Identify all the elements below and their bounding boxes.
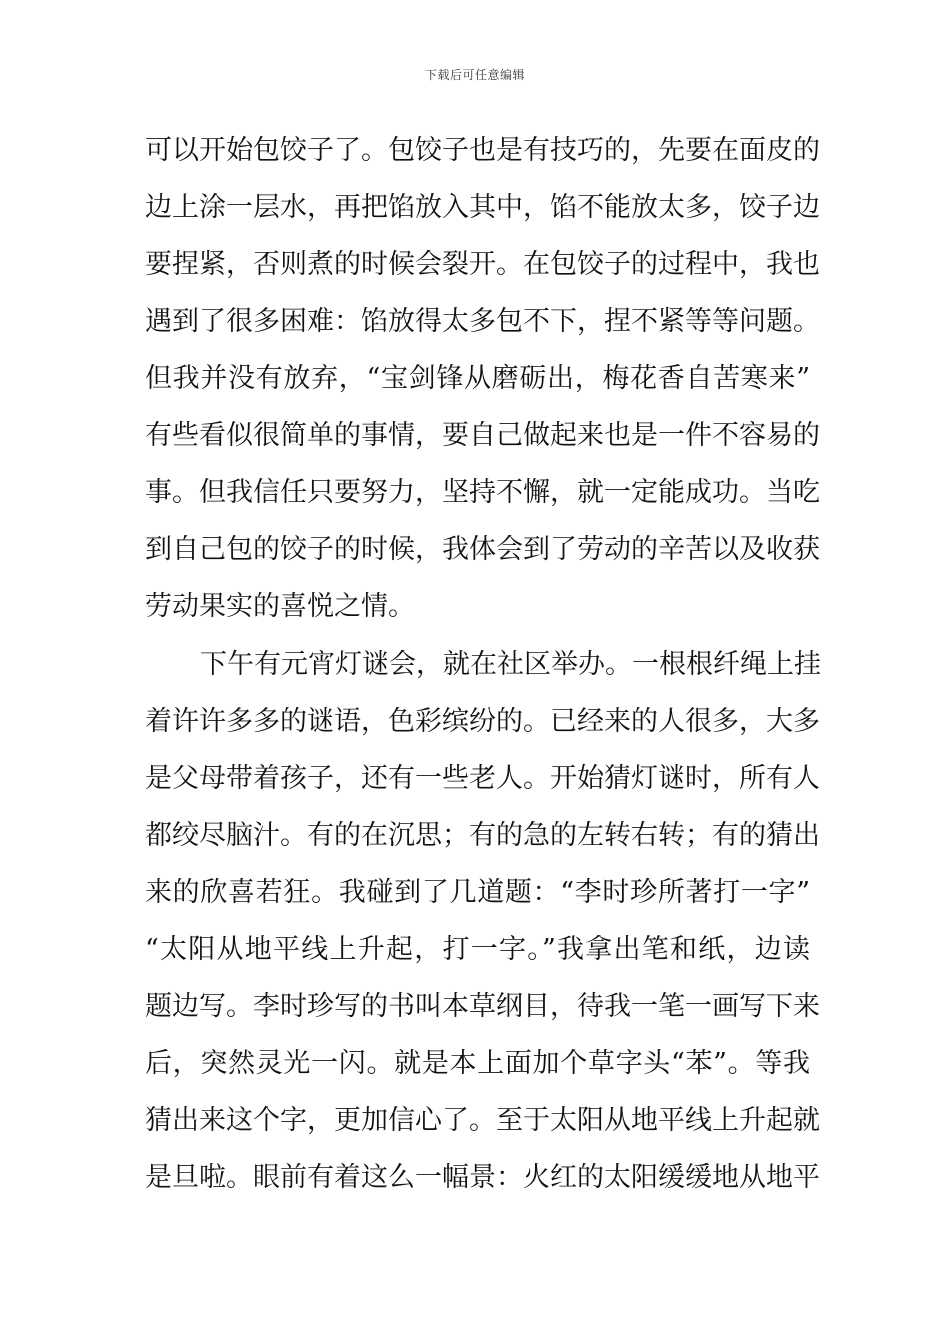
text-line: 劳动果实的喜悦之情。 xyxy=(145,591,415,622)
text-line: 有些看似很简单的事情，要自己做起来也是一件不容易的 xyxy=(145,420,820,451)
text-line: 边上涂一层水，再把馅放入其中，馅不能放太多，饺子边 xyxy=(145,192,820,223)
text-line: 下午有元宵灯谜会，就在社区举办。一根根纤绳上挂 xyxy=(200,649,821,680)
text-line: 是旦啦。眼前有着这么一幅景：火红的太阳缓缓地从地平 xyxy=(145,1162,820,1193)
text-line: 可以开始包饺子了。包饺子也是有技巧的，先要在面皮的 xyxy=(145,135,820,166)
text-line: 题边写。李时珍写的书叫本草纲目，待我一笔一画写下来 xyxy=(145,991,820,1022)
text-line: 到自己包的饺子的时候，我体会到了劳动的辛苦以及收获 xyxy=(145,534,820,565)
text-line: 要捏紧，否则煮的时候会裂开。在包饺子的过程中，我也 xyxy=(145,249,820,280)
text-line: 是父母带着孩子，还有一些老人。开始猜灯谜时，所有人 xyxy=(145,763,820,794)
text-line: 遇到了很多困难：馅放得太多包不下，捏不紧等等问题。 xyxy=(145,306,820,337)
text-line: “太阳从地平线上升起，打一字。”我拿出笔和纸，边读 xyxy=(145,934,810,965)
text-line: 猜出来这个字，更加信心了。至于太阳从地平线上升起就 xyxy=(145,1105,820,1136)
text-line: 但我并没有放弃，“宝剑锋从磨砺出，梅花香自苦寒来” xyxy=(145,363,810,394)
text-line: 事。但我信任只要努力，坚持不懈，就一定能成功。当吃 xyxy=(145,477,820,508)
text-line: 着许许多多的谜语，色彩缤纷的。已经来的人很多，大多 xyxy=(145,706,820,737)
page-header: 下载后可任意编辑 xyxy=(424,68,525,82)
text-line: 来的欣喜若狂。我碰到了几道题：“李时珍所著打一字” xyxy=(145,877,810,908)
text-line: 后，突然灵光一闪。就是本上面加个草字头“苯”。等我 xyxy=(145,1048,810,1079)
text-line: 都绞尽脑汁。有的在沉思；有的急的左转右转；有的猜出 xyxy=(145,820,820,851)
